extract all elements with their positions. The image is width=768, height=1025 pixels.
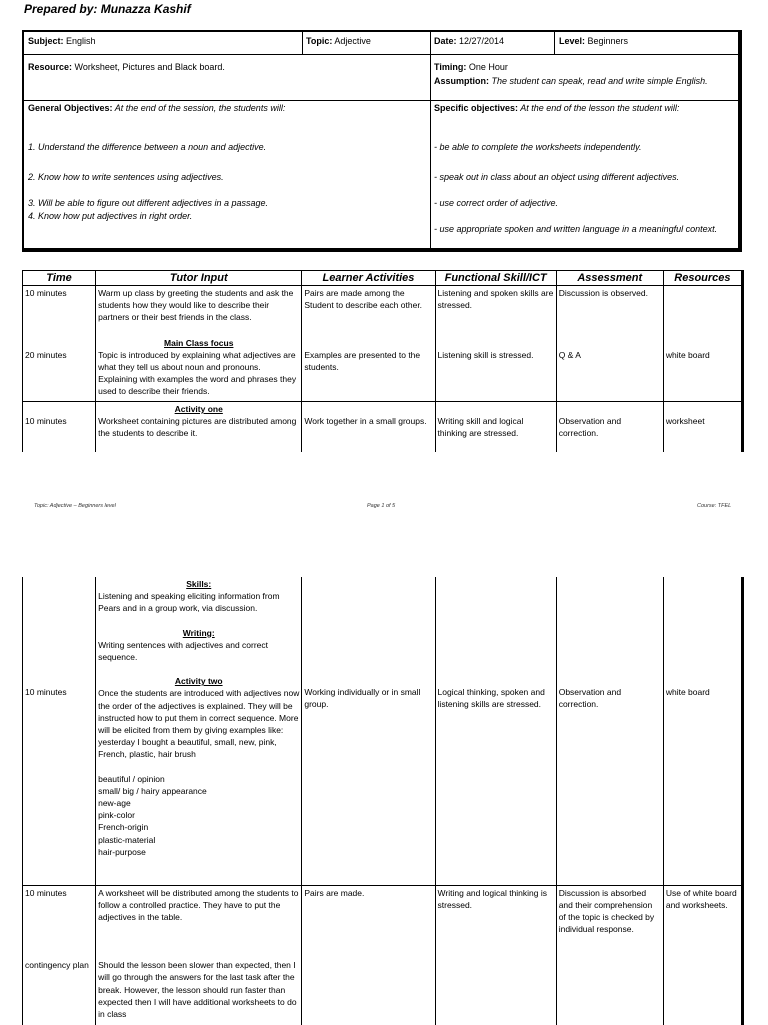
writing-heading: Writing: (182, 627, 215, 638)
skill-cell: Listening skill is stressed. (435, 336, 556, 402)
assessment-cell: Discussion is absorbed and their comprehension of the topic is checked by individual response. (556, 885, 663, 1025)
topic-cell: Topic: Adjective (306, 36, 371, 46)
resources-cell (663, 577, 742, 885)
adjective-order-item: small/ big / hairy appearance (98, 785, 207, 796)
divider (24, 100, 740, 101)
assessment-cell: Discussion is observed. (556, 286, 663, 336)
resources-cell (663, 286, 742, 336)
activity-two-skill: Logical thinking, spoken and listening skills are stressed. (437, 687, 545, 710)
skills-text: Listening and speaking eliciting information from Pears and in a group work, via discussion. (98, 591, 280, 614)
tutor-cell (96, 336, 302, 402)
table-row (23, 577, 743, 885)
tutor-cell (96, 402, 302, 452)
skill-cell: Writing skill and logical thinking are stressed. (435, 402, 556, 452)
adjective-order-item: hair-purpose (98, 846, 146, 857)
tutor-text: Worksheet containing pictures are distributed among the students to describe it. (98, 416, 297, 439)
time-cell: 20 minutes (23, 336, 96, 402)
timing-cell: Timing: One Hour (434, 62, 508, 72)
header-time: Time (23, 271, 96, 286)
assessment-cell: Observation and correction. (556, 402, 663, 452)
contingency-label: contingency plan (25, 959, 89, 970)
header-tutor-input: Tutor Input (96, 271, 302, 286)
adjective-order-item: pink-color (98, 810, 135, 821)
general-objectives-heading: General Objectives: At the end of the session, the students will: (28, 103, 286, 113)
footer-page: Page 1 of 5 (367, 503, 396, 509)
activity-two-assessment: Observation and correction. (558, 687, 622, 710)
divider (554, 32, 555, 54)
general-objective-item: 1. Understand the difference between a noun and adjective. (28, 142, 267, 152)
table-row (23, 336, 743, 402)
skill-cell: Writing and logical thinking is stressed. (435, 885, 556, 1025)
divider (302, 32, 303, 54)
resource-cell: Resource: Worksheet, Pictures and Black board. (28, 62, 225, 72)
general-objective-item: 2. Know how to write sentences using adjectives. (28, 172, 224, 182)
learner-cell: Pairs are made among the Student to describe each other. (302, 286, 435, 336)
time-text: 10 minutes (25, 887, 67, 898)
footer-right: Course: TFEL (697, 503, 732, 509)
tutor-cell (96, 577, 302, 885)
tutor-cell: Warm up class by greeting the students and ask the students how they would like to describe their partners or their best friends in the class. (96, 286, 302, 336)
learner-cell (302, 577, 435, 885)
lesson-plan-table-page2 (22, 577, 744, 1025)
adjective-order-item: new-age (98, 798, 131, 809)
tutor-cell (96, 885, 302, 1025)
writing-text: Writing sentences with adjectives and correct sequence. (98, 639, 269, 663)
adjective-order-item: plastic-material (98, 834, 156, 845)
tutor-text: A worksheet will be distributed among the students to follow a controlled practice. They have to put the adjectives in the table. (98, 887, 299, 922)
adjective-order-item: French-origin (98, 822, 149, 833)
skill-cell (435, 577, 556, 885)
tutor-text: Topic is introduced by explaining what adjectives are what they tell us about noun and pronouns. Explaining with examples the word and phrases they used to describe their friends. (98, 349, 297, 397)
time-cell: 10 minutes (23, 402, 96, 452)
contingency-text: Should the lesson been slower than expected, then I will go through the answers for the last task after the break. However, the lesson should run faster than expected then I will have additional worksheets to do in class (98, 960, 297, 1019)
header-functional-skill: Functional Skill/ICT (435, 271, 556, 286)
activity-two-text: Once the students are introduced with adjectives now the order of the adjectives is explained. They will be instructed how to put them in correct sequence. More will be elicited from them by giving examples like: yesterday I bought a beautiful, small, new, pink, French, plastic, hair brush (98, 688, 300, 760)
assumption-cell: Assumption: The student can speak, read and write simple English. (434, 76, 708, 86)
skill-cell: Listening and spoken skills are stressed. (435, 286, 556, 336)
skills-heading: Skills: (186, 579, 212, 589)
resources-cell: worksheet (663, 402, 742, 452)
time-cell (23, 885, 96, 1025)
activity-two-learner: Working individually or in small group. (304, 687, 421, 710)
adjective-order-item: beautiful / opinion (98, 773, 165, 784)
specific-objective-item: - use appropriate spoken and written language in a meaningful context. (434, 224, 718, 234)
specific-objective-item: - use correct order of adjective. (434, 198, 559, 208)
learner-cell: Pairs are made. (302, 885, 435, 1025)
specific-objective-item: - be able to complete the worksheets independently. (434, 142, 642, 152)
footer-left: Topic: Adjective – Beginners level (34, 503, 116, 509)
activity-two-time: 10 minutes (25, 687, 67, 697)
specific-objectives-heading: Specific objectives: At the end of the lesson the student will: (434, 103, 680, 113)
prepared-by: Prepared by: Munazza Kashif (24, 2, 191, 16)
time-cell (23, 577, 96, 885)
table-row (23, 286, 743, 336)
divider (24, 54, 740, 55)
header-resources: Resources (663, 271, 742, 286)
learner-cell: Work together in a small groups. (302, 402, 435, 452)
table-row (23, 402, 743, 452)
time-cell: 10 minutes (23, 286, 96, 336)
section-heading: Activity one (174, 404, 223, 414)
subject-cell: Subject: English (28, 36, 96, 46)
level-cell: Level: Beginners (559, 36, 629, 46)
activity-two-resources: white board (665, 687, 710, 697)
activity-two-heading: Activity two (174, 676, 223, 687)
lesson-header-box (22, 30, 742, 252)
specific-objective-item: - speak out in class about an object using different adjectives. (434, 172, 680, 182)
section-heading: Main Class focus (164, 337, 234, 348)
assessment-cell (556, 577, 663, 885)
date-cell: Date: 12/27/2014 (434, 36, 505, 46)
lesson-plan-table-page1 (22, 270, 744, 452)
header-assessment: Assessment (556, 271, 663, 286)
assessment-cell: Q & A (556, 336, 663, 402)
general-objective-item: 4. Know how put adjectives in right order. (28, 211, 193, 221)
table-row (23, 885, 743, 1025)
resources-cell: Use of white board and worksheets. (663, 885, 742, 1025)
general-objective-item: 3. Will be able to figure out different adjectives in a passage. (28, 198, 269, 208)
learner-cell: Examples are presented to the students. (302, 336, 435, 402)
header-learner-activities: Learner Activities (302, 271, 435, 286)
divider (430, 100, 431, 250)
resources-cell: white board (663, 336, 742, 402)
divider (430, 32, 431, 102)
